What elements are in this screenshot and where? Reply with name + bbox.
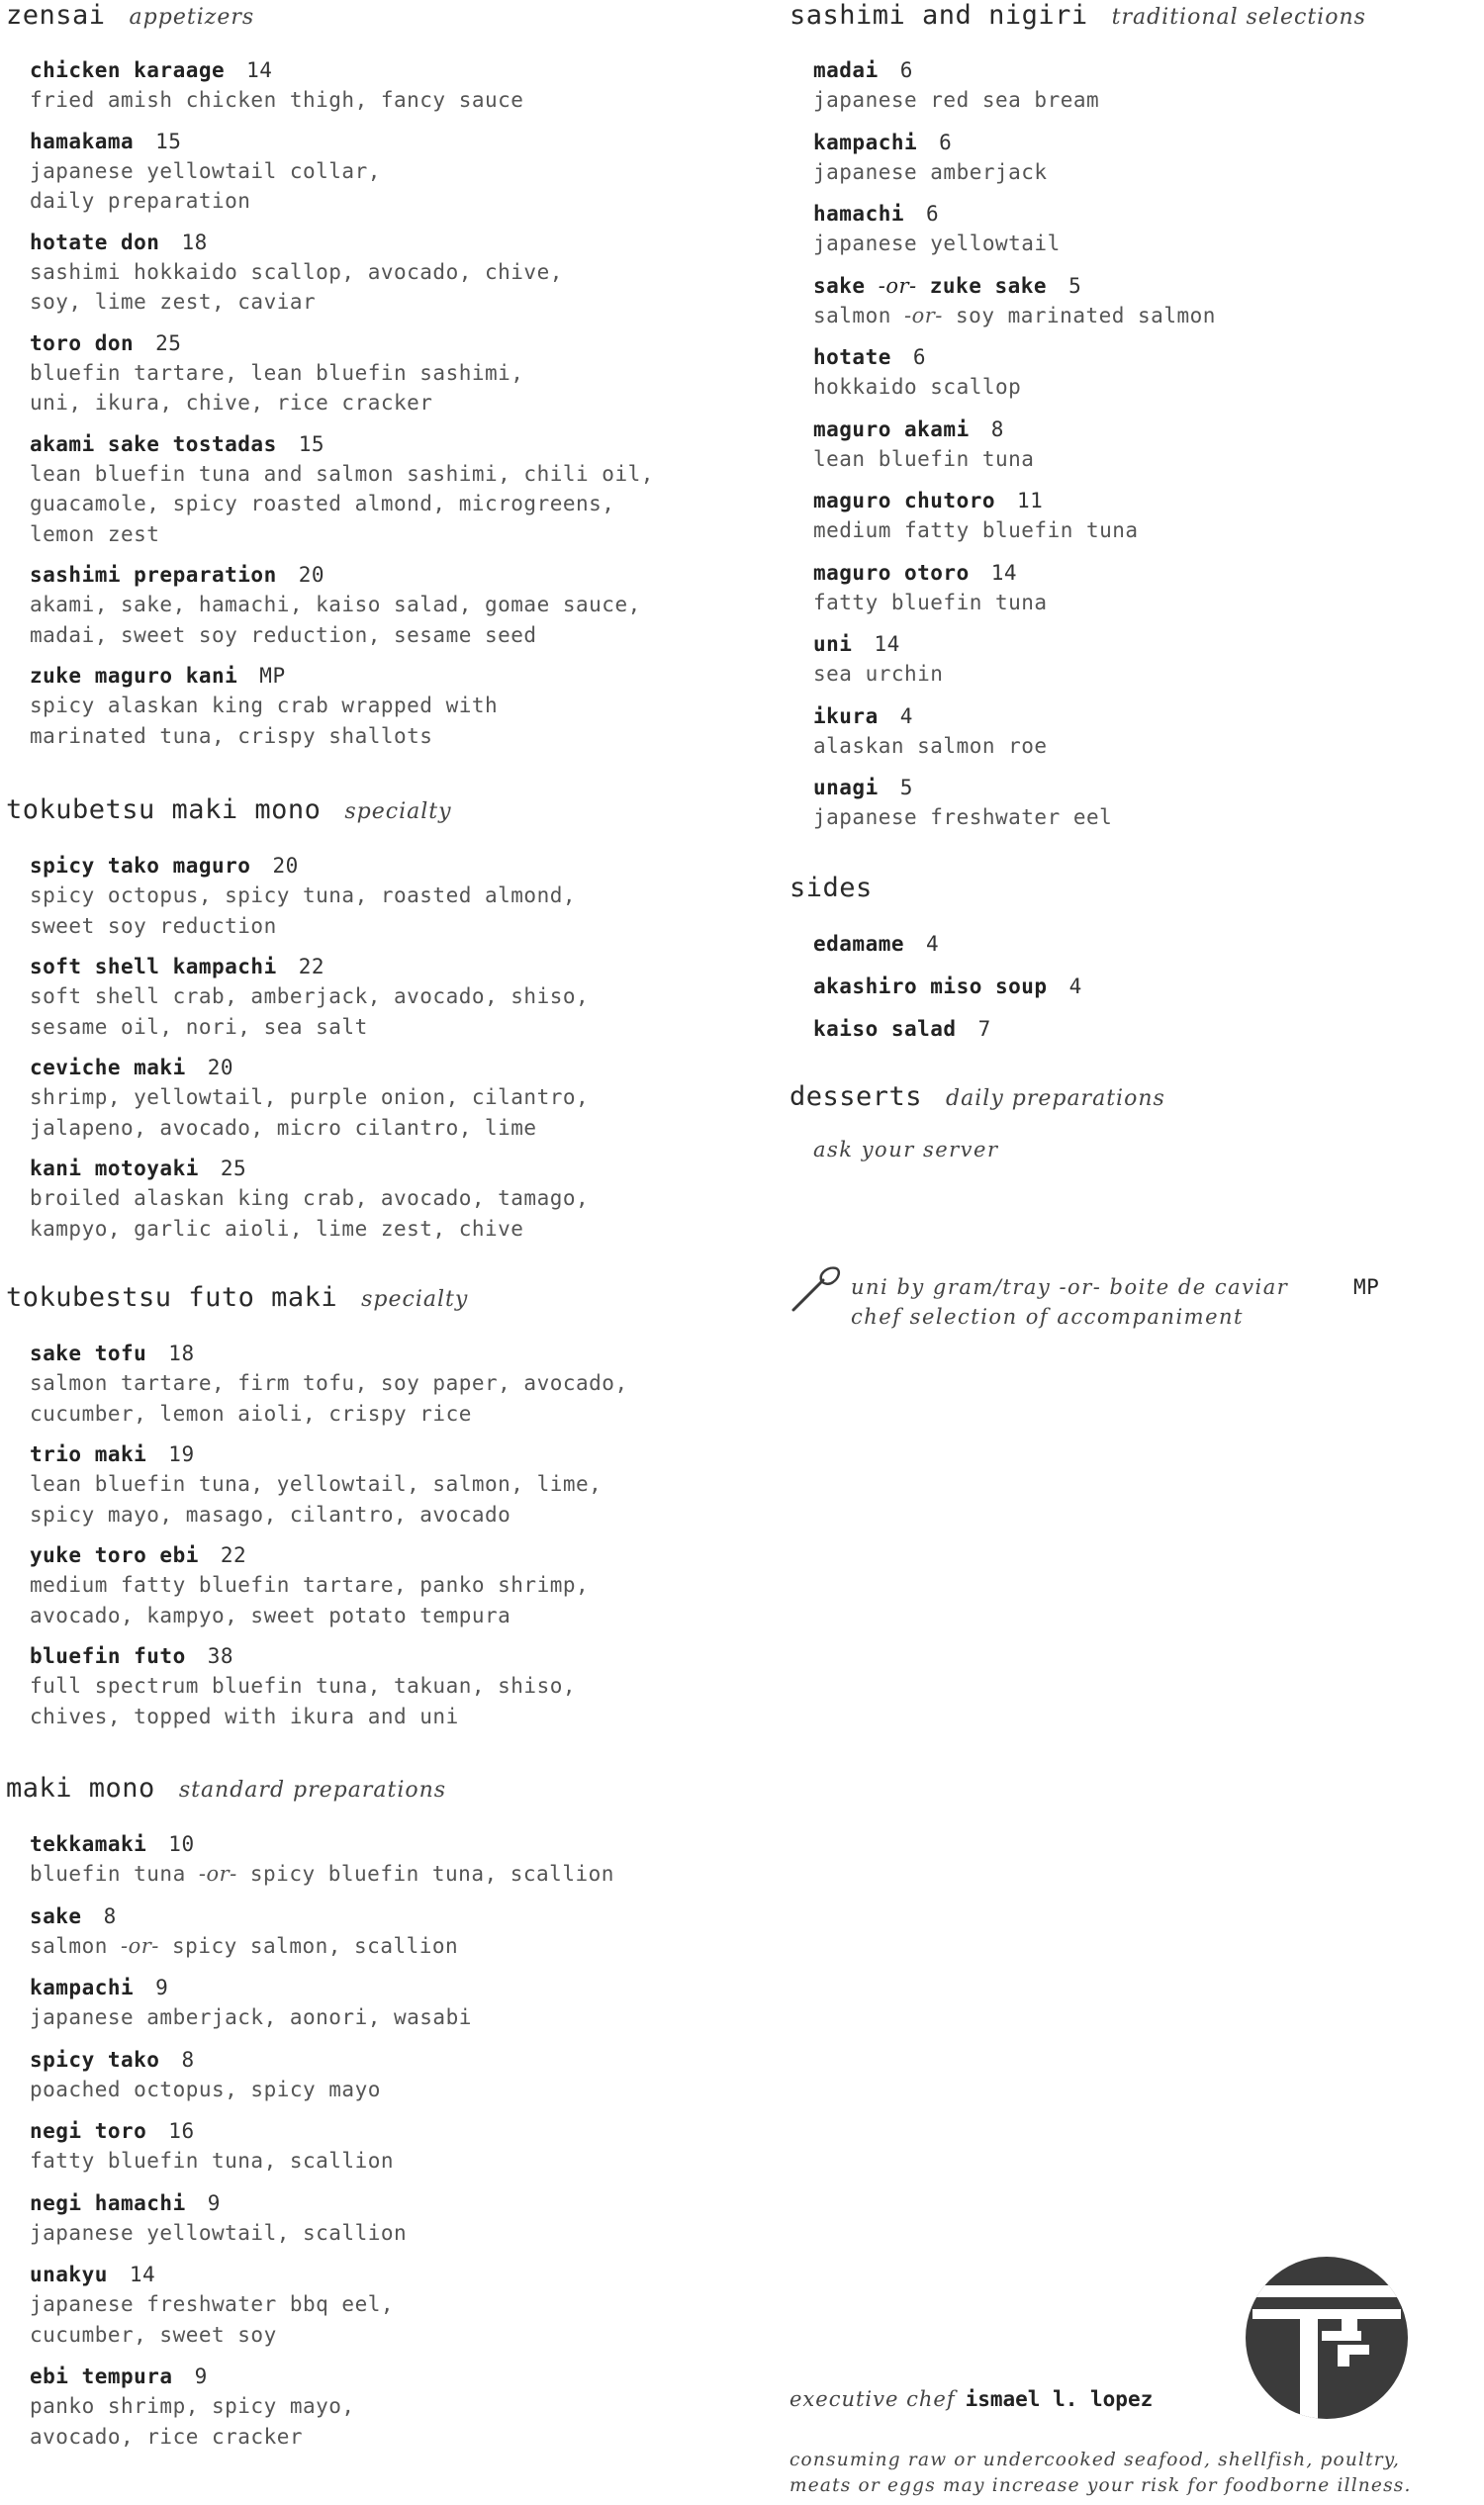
- menu-item: [30, 661, 654, 751]
- uni-line2: chef selection of accompaniment: [851, 1305, 1244, 1329]
- item-price: 4: [899, 703, 913, 728]
- menu-item: [30, 2260, 614, 2350]
- section-header: [789, 0, 1366, 34]
- item-desc: fried amish chicken thigh, fancy sauce: [30, 88, 524, 112]
- item-name: hotate: [813, 345, 891, 369]
- section-title: maki mono: [6, 1773, 155, 1804]
- item-name: sake tofu: [30, 1342, 147, 1365]
- menu-item: [813, 486, 1366, 546]
- item-price: 15: [298, 431, 325, 456]
- section-futo-maki: [6, 1282, 628, 1731]
- item-desc: lemon zest: [30, 521, 160, 546]
- item-name: akami sake tostadas: [30, 431, 277, 456]
- item-name: tekkamaki: [30, 1832, 147, 1856]
- menu-item: [30, 228, 654, 318]
- menu-item: [30, 560, 654, 650]
- item-price: 20: [207, 1056, 234, 1079]
- item-desc: soft shell crab, amberjack, avocado, shiso,: [30, 984, 590, 1008]
- menu-item: [813, 415, 1366, 475]
- item-desc: chives, topped with ikura and uni: [30, 1704, 459, 1728]
- food-safety-disclaimer: consuming raw or undercooked seafood, shellfish, poultry, meats or eggs may increase your risk for foodborne illness.: [789, 2450, 1412, 2496]
- item-name: kani motoyaki: [30, 1157, 199, 1180]
- item-desc: guacamole, spicy roasted almond, microgreens,: [30, 492, 615, 515]
- item-desc: spicy octopus, spicy tuna, roasted almond,: [30, 883, 577, 907]
- item-price: 6: [899, 58, 913, 82]
- item-price: 19: [168, 1442, 195, 1466]
- item-desc: japanese yellowtail collar,: [30, 158, 381, 183]
- section-header: [6, 1773, 614, 1807]
- spoon-icon: [789, 1266, 841, 1312]
- section-title: sides: [789, 873, 873, 903]
- section-subtitle: traditional selections: [1111, 5, 1366, 30]
- menu-item: [30, 2362, 614, 2452]
- item-desc: lean bluefin tuna and salmon sashimi, chili oil,: [30, 461, 654, 486]
- menu-item: [813, 558, 1366, 618]
- menu-item: [30, 1439, 628, 1530]
- menu-item: [30, 2045, 614, 2105]
- item-price: 18: [181, 230, 208, 254]
- item-desc: marinated tuna, crispy shallots: [30, 723, 433, 748]
- item-name: madai: [813, 58, 879, 82]
- menu-item: [30, 851, 589, 941]
- item-name: trio maki: [30, 1442, 147, 1466]
- menu-item: [30, 952, 589, 1042]
- item-desc: fatty bluefin tuna, scallion: [30, 2149, 395, 2173]
- item-price: 6: [926, 202, 940, 226]
- item-name: negi hamachi: [30, 2190, 186, 2215]
- chef-credit: [789, 2387, 1153, 2411]
- section-title: zensai: [6, 0, 106, 31]
- menu-item: [30, 328, 654, 418]
- menu-item: [813, 128, 1366, 188]
- item-name: ikura: [813, 703, 879, 728]
- item-price: 5: [899, 776, 913, 799]
- section-title: tokubestsu futo maki: [6, 1282, 338, 1313]
- menu-item: [30, 429, 654, 550]
- item-name: yuke toro ebi: [30, 1543, 199, 1567]
- item-desc: japanese amberjack, aonori, wasabi: [30, 2005, 472, 2029]
- item-price: 14: [874, 632, 900, 656]
- item-name: ceviche maki: [30, 1056, 186, 1079]
- section-sashimi: [789, 0, 1366, 833]
- item-name: sashimi preparation: [30, 563, 277, 587]
- item-price: 22: [220, 1543, 247, 1567]
- uni-line1: uni by gram/tray -or- boite de caviar: [851, 1275, 1289, 1299]
- item-name: maguro chutoro: [813, 489, 996, 512]
- item-desc: spicy mayo, masago, cilantro, avocado: [30, 1502, 511, 1527]
- item-name: spicy tako: [30, 2047, 160, 2072]
- desserts-note: ask your server: [813, 1138, 999, 1161]
- item-name: sake: [813, 273, 866, 298]
- section-zensai: [6, 0, 654, 751]
- item-desc: sashimi hokkaido scallop, avocado, chive,: [30, 259, 563, 284]
- menu-item: [30, 1339, 628, 1429]
- menu-item: [813, 701, 1366, 762]
- item-desc: japanese yellowtail: [813, 232, 1061, 255]
- menu-item: [30, 2188, 614, 2249]
- item-desc: lean bluefin tuna, yellowtail, salmon, lime,: [30, 1472, 603, 1496]
- section-header: [789, 1081, 1165, 1115]
- menu-item: [30, 2116, 614, 2177]
- item-desc: daily preparation: [30, 189, 251, 213]
- item-desc: bluefin tuna -or- spicy bluefin tuna, scallion: [30, 1862, 614, 1886]
- item-price: 16: [168, 2119, 195, 2143]
- item-desc: lean bluefin tuna: [813, 446, 1035, 471]
- item-desc: cucumber, sweet soy: [30, 2322, 277, 2347]
- chef-label: executive chef: [789, 2387, 956, 2411]
- item-price: 8: [103, 1903, 117, 1928]
- section-header: [789, 873, 1082, 906]
- item-price: 6: [939, 130, 953, 154]
- item-desc: shrimp, yellowtail, purple onion, cilantro,: [30, 1085, 590, 1109]
- item-name: unakyu: [30, 2263, 108, 2286]
- item-name: uni: [813, 632, 853, 656]
- item-price: 18: [168, 1342, 195, 1365]
- item-name: spicy tako maguro: [30, 854, 251, 878]
- torii-logo: [1243, 2254, 1411, 2422]
- item-desc: avocado, rice cracker: [30, 2424, 304, 2449]
- item-desc: japanese yellowtail, scallion: [30, 2220, 408, 2245]
- item-desc: uni, ikura, chive, rice cracker: [30, 391, 433, 415]
- item-price: 8: [181, 2047, 195, 2072]
- section-header: [6, 0, 654, 34]
- section-subtitle: specialty: [344, 799, 452, 824]
- item-desc: madai, sweet soy reduction, sesame seed: [30, 622, 537, 647]
- section-desserts: [789, 1081, 1165, 1164]
- item-name: hamakama: [30, 129, 135, 153]
- section-subtitle: standard preparations: [178, 1778, 447, 1803]
- item-name: unagi: [813, 776, 879, 799]
- item-desc: hokkaido scallop: [813, 375, 1022, 399]
- section-subtitle: specialty: [361, 1287, 469, 1312]
- item-name: kampachi: [813, 130, 918, 154]
- section-header: [6, 1282, 628, 1316]
- menu-item: [30, 1829, 614, 1890]
- item-name: maguro otoro: [813, 560, 970, 585]
- item-desc: poached octopus, spicy mayo: [30, 2077, 381, 2101]
- item-desc: japanese freshwater eel: [813, 805, 1113, 829]
- section-tokubetsu-maki: [6, 794, 589, 1244]
- item-name: negi toro: [30, 2119, 147, 2143]
- item-price: 25: [155, 330, 182, 355]
- menu-item: [30, 1540, 628, 1630]
- section-subtitle: appetizers: [129, 5, 255, 30]
- menu-item: [30, 127, 654, 217]
- menu-item: [813, 629, 1366, 690]
- item-name: zuke maguro kani: [30, 664, 238, 688]
- item-desc: medium fatty bluefin tartare, panko shrimp,: [30, 1573, 590, 1597]
- item-price: 9: [194, 2365, 208, 2388]
- item-desc: soy, lime zest, caviar: [30, 290, 317, 314]
- item-desc: japanese red sea bream: [813, 88, 1100, 112]
- item-name: hamachi: [813, 202, 905, 226]
- item-price: 22: [298, 955, 325, 978]
- item-desc: sweet soy reduction: [30, 913, 277, 938]
- item-desc: japanese amberjack: [813, 159, 1048, 184]
- item-desc: salmon tartare, firm tofu, soy paper, avocado,: [30, 1371, 628, 1395]
- item-name: soft shell kampachi: [30, 955, 277, 978]
- item-desc: sesame oil, nori, sea salt: [30, 1014, 368, 1039]
- menu-item: [30, 1973, 614, 2033]
- item-desc: alaskan salmon roe: [813, 733, 1048, 758]
- item-name: chicken karaage: [30, 58, 226, 82]
- item-desc: salmon -or- soy marinated salmon: [813, 303, 1216, 327]
- item-desc: avocado, kampyo, sweet potato tempura: [30, 1603, 511, 1627]
- item-price: 9: [207, 2190, 221, 2215]
- menu-item: [30, 1641, 628, 1731]
- item-name: zuke sake: [929, 273, 1048, 298]
- menu-item: [30, 1154, 589, 1244]
- item-price: 14: [129, 2263, 156, 2286]
- item-price: MP: [259, 664, 286, 688]
- section-maki-mono: [6, 1773, 614, 2452]
- menu-item: [813, 773, 1366, 833]
- menu-item: [30, 1902, 614, 1962]
- item-price: 14: [246, 58, 273, 82]
- item-price: 10: [168, 1832, 195, 1856]
- item-price: 25: [220, 1157, 247, 1180]
- section-title: sashimi and nigiri: [789, 0, 1088, 31]
- item-name: maguro akami: [813, 417, 970, 441]
- item-desc: cucumber, lemon aioli, crispy rice: [30, 1401, 472, 1426]
- item-desc: broiled alaskan king crab, avocado, tamago,: [30, 1186, 590, 1210]
- menu-item: [813, 342, 1366, 403]
- item-desc: full spectrum bluefin tuna, takuan, shiso,: [30, 1674, 577, 1698]
- item-name: ebi tempura: [30, 2365, 173, 2388]
- item-name: sake: [30, 1903, 82, 1928]
- menu-item: [30, 55, 654, 116]
- item-name: toro don: [30, 330, 135, 355]
- item-desc: spicy alaskan king crab wrapped with: [30, 694, 499, 717]
- item-desc: salmon -or- spicy salmon, scallion: [30, 1933, 459, 1958]
- item-desc: bluefin tartare, lean bluefin sashimi,: [30, 360, 524, 385]
- menu-item: edamame 4: [813, 932, 940, 956]
- chef-name: ismael l. lopez: [965, 2387, 1154, 2411]
- item-price: 15: [155, 129, 182, 153]
- item-price: 20: [298, 563, 325, 587]
- item-price: 14: [990, 560, 1018, 585]
- menu-item: [813, 55, 1366, 116]
- item-desc: akami, sake, hamachi, kaiso salad, gomae sauce,: [30, 593, 641, 616]
- item-price: 38: [207, 1644, 234, 1668]
- item-desc: jalapeno, avocado, micro cilantro, lime: [30, 1115, 537, 1140]
- item-price: 6: [912, 345, 927, 369]
- menu-item: [813, 199, 1366, 259]
- item-desc: japanese freshwater bbq eel,: [30, 2292, 395, 2316]
- section-header: [6, 794, 589, 828]
- menu-item: akashiro miso soup 4: [813, 974, 1082, 998]
- section-title: tokubetsu maki mono: [6, 794, 322, 825]
- item-price: 5: [1068, 273, 1082, 298]
- menu-item: sake -or- zuke sake 5 salmon -or- soy marinated salmon: [813, 271, 1366, 331]
- section-title: desserts: [789, 1081, 923, 1112]
- item-desc: kampyo, garlic aioli, lime zest, chive: [30, 1216, 524, 1241]
- item-price: 20: [272, 854, 299, 878]
- uni-price: MP: [1353, 1275, 1380, 1299]
- item-desc: medium fatty bluefin tuna: [813, 518, 1139, 542]
- item-desc: fatty bluefin tuna: [813, 590, 1048, 614]
- menu-item: kaiso salad 7: [813, 1017, 991, 1041]
- item-desc: sea urchin: [813, 662, 944, 686]
- item-price: 11: [1017, 489, 1044, 512]
- section-sides: [789, 873, 1082, 1044]
- item-name: bluefin futo: [30, 1644, 186, 1668]
- item-price: 8: [990, 417, 1004, 441]
- item-name: hotate don: [30, 230, 160, 254]
- section-subtitle: daily preparations: [946, 1086, 1165, 1111]
- menu-item: [30, 1053, 589, 1143]
- item-desc: panko shrimp, spicy mayo,: [30, 2394, 355, 2418]
- item-price: 9: [155, 1976, 169, 1999]
- item-name: kampachi: [30, 1976, 135, 1999]
